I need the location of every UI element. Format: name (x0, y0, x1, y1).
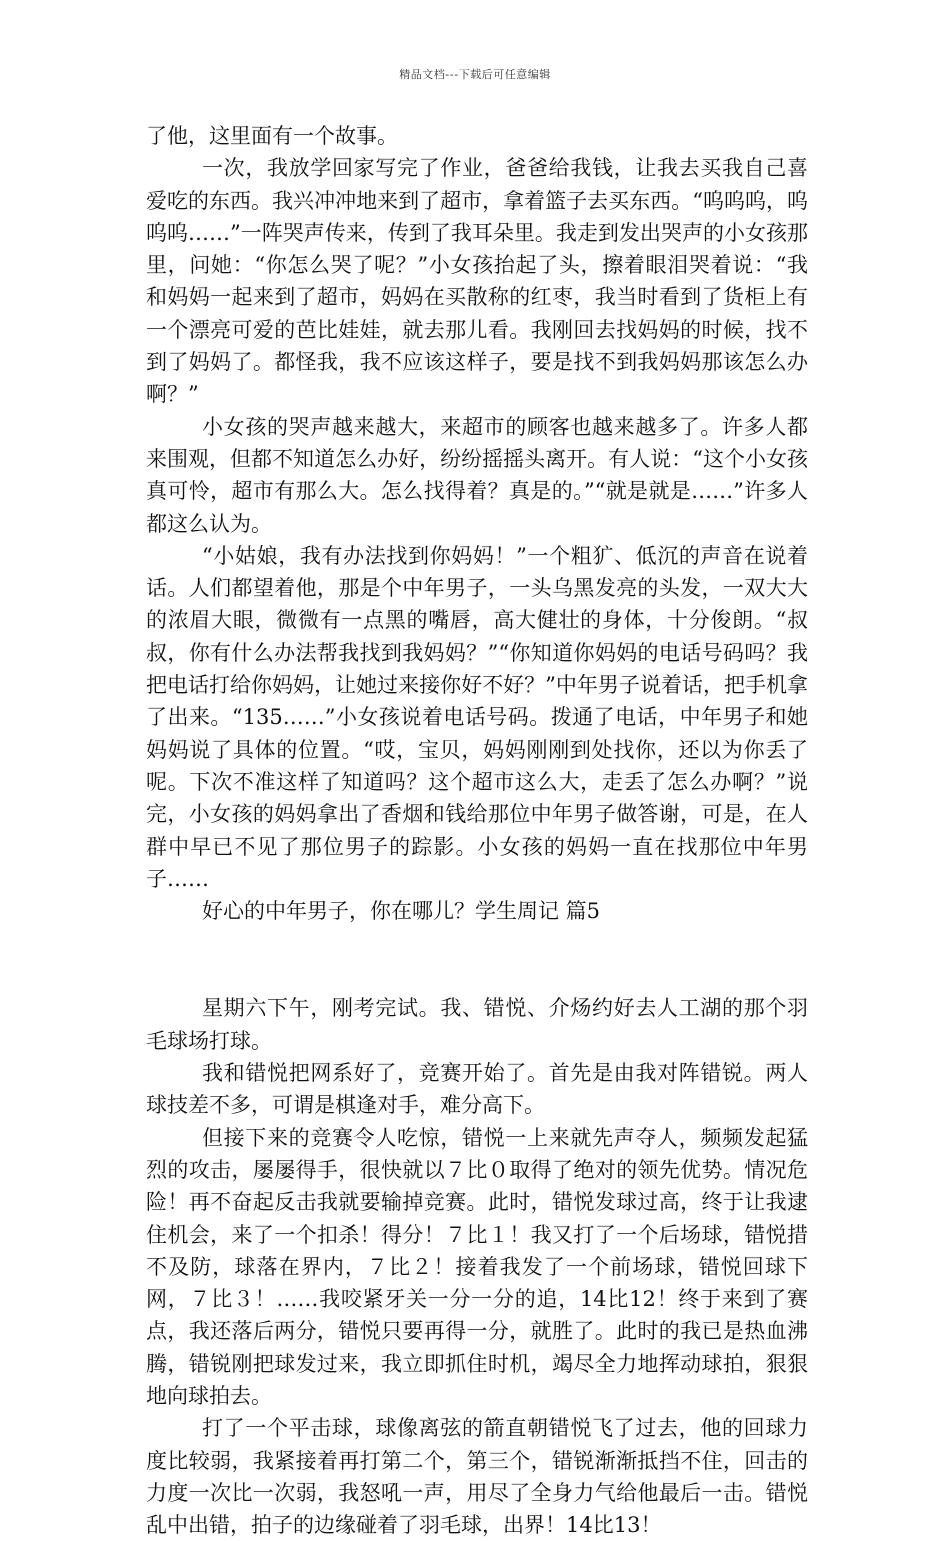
paragraph: “小姑娘，我有办法找到你妈妈！”一个粗犷、低沉的声音在说着话。人们都望着他，那是个中年男子，一头乌黑发亮的头发，一双大大的浓眉大眼，微微有一点黑的嘴唇，高大健壮的身体，十分俊朗。“叔叔，你有什么办法帮我找到我妈妈？”“你知道你妈妈的电话号码吗？我把电话打给你妈妈，让她过来接你好不好？”中年男子说着话，把手机拿了出来。“135……”小女孩说着电话号码。拨通了电话，中年男子和她妈妈说了具体的位置。“哎，宝贝，妈妈刚刚到处找你，还以为你丢了呢。下次不准这样了知道吗？这个超市这么大，走丢了怎么办啊？”说完，小女孩的妈妈拿出了香烟和钱给那位中年男子做答谢，可是，在人群中早已不见了那位男子的踪影。小女孩的妈妈一直在找那位中年男子…… (146, 543, 808, 891)
paragraph: 我和错悦把网系好了，竞赛开始了。首先是由我对阵错锐。两人球技差不多，可谓是棋逢对手，难分高下。 (146, 1061, 808, 1118)
document-body (146, 120, 808, 1541)
page-header: 精品文档---下载后可任意编辑 (399, 68, 551, 81)
paragraph: 了他，这里面有一个故事。 (146, 124, 398, 148)
blank-space (146, 927, 808, 992)
paragraph: 一次，我放学回家写完了作业，爸爸给我钱，让我去买我自己喜爱吃的东西。我兴冲冲地来到了超市，拿着篮子去买东西。“呜呜呜，呜呜呜……”一阵哭声传来，传到了我耳朵里。我走到发出哭声的小女孩那里，问她：“你怎么哭了呢？”小女孩抬起了头，擦着眼泪哭着说：“我和妈妈一起来到了超市，妈妈在买散称的红枣，我当时看到了货柜上有一个漂亮可爱的芭比娃娃，就去那儿看。我刚回去找妈妈的时候，找不到了妈妈了。都怪我，我不应该这样子，要是找不到我妈妈那该怎么办啊？” (146, 156, 808, 407)
paragraph: 但接下来的竞赛令人吃惊，错悦一上来就先声夺人，频频发起猛烈的攻击，屡屡得手，很快就以７比０取得了绝对的领先优势。情况危险！再不奋起反击我就要输掉竞赛。此时，错悦发球过高，终于让我逮住机会，来了一个扣杀！得分！７比１！我又打了一个后场球，错悦措不及防，球落在界内，７比２！接着我发了一个前场球，错悦回球下网，７比３！……我咬紧牙关一分一分的追，14比12！终于来到了赛点，我还落后两分，错悦只要再得一分，就胜了。此时的我已是热血沸腾，错锐刚把球发过来，我立即抓住时机，竭尽全力地挥动球拍，狠狠地向球拍去。 (146, 1125, 808, 1408)
paragraph: 小女孩的哭声越来越大，来超市的顾客也越来越多了。许多人都来围观，但都不知道怎么办好，纷纷摇摇头离开。有人说：“这个小女孩真可怜，超市有那么大。怎么找得着？真是的。”“就是就是……”许多人都这么认为。 (146, 414, 808, 536)
paragraph: 星期六下午，刚考完试。我、错悦、介炀约好去人工湖的那个羽毛球场打球。 (146, 996, 808, 1053)
paragraph: 打了一个平击球，球像离弦的箭直朝错悦飞了过去，他的回球力度比较弱，我紧接着再打第二个，第三个，错锐渐渐抵挡不住，回击的力度一次比一次弱，我怒吼一声，用尽了全身力气给他最后一击。错悦乱中出错，拍子的边缘碰着了羽毛球，出界！14比13！ (146, 1416, 808, 1538)
section-heading: 好心的中年男子，你在哪儿？学生周记 篇5 (202, 899, 601, 924)
